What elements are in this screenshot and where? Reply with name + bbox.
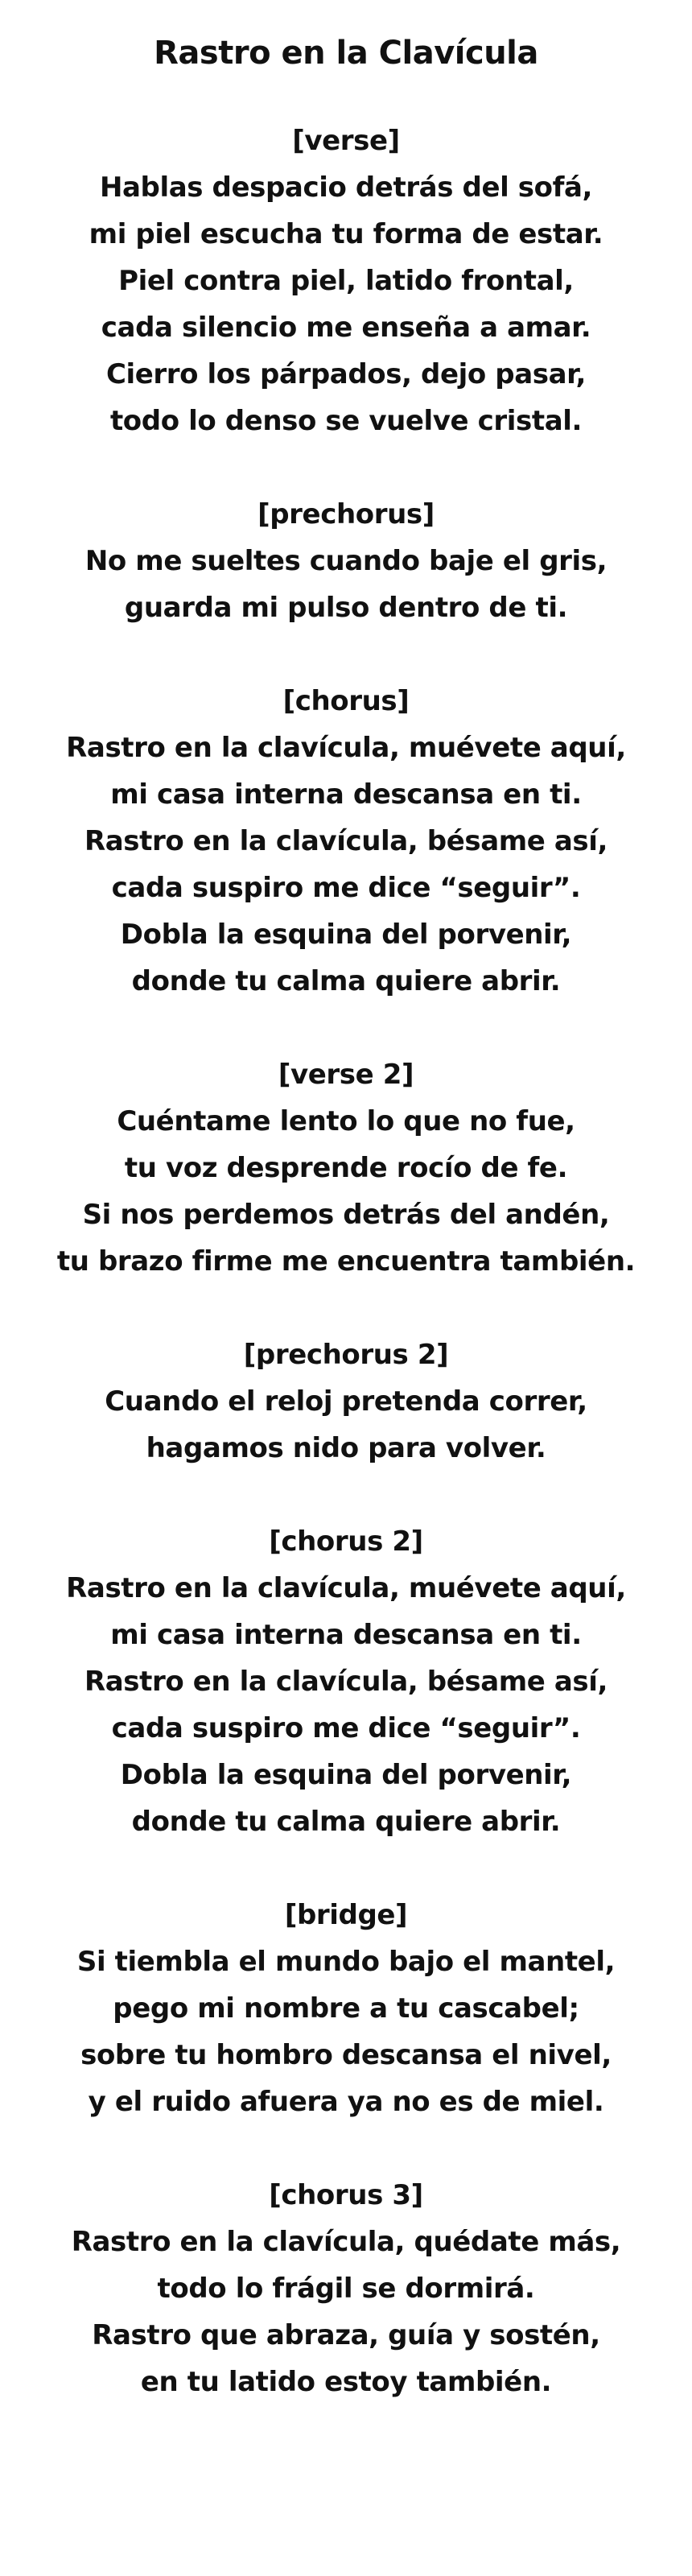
section-chorus xyxy=(0,678,692,1005)
lyric-line: Rastro en la clavícula, muévete aquí, xyxy=(66,1572,626,1604)
lyric-line: tu voz desprende rocío de fe. xyxy=(124,1152,568,1184)
section-label: [chorus] xyxy=(282,685,410,717)
lyric-line: Rastro en la clavícula, muévete aquí, xyxy=(66,732,626,764)
lyric-line: hagamos nido para volver. xyxy=(146,1432,546,1464)
section-prechorus xyxy=(0,491,692,631)
lyric-line: Dobla la esquina del porvenir, xyxy=(120,1759,572,1791)
section-label: [verse 2] xyxy=(278,1059,414,1091)
lyric-line: pego mi nombre a tu cascabel; xyxy=(113,1992,579,2025)
lyric-line: donde tu calma quiere abrir. xyxy=(131,1806,561,1838)
lyric-line: Piel contra piel, latido frontal, xyxy=(118,265,574,297)
section-bridge xyxy=(0,1892,692,2125)
lyric-line: Rastro en la clavícula, bésame así, xyxy=(84,825,608,857)
section-label: [chorus 2] xyxy=(269,1525,423,1558)
section-label: [prechorus 2] xyxy=(243,1339,449,1371)
lyric-line: en tu latido estoy también. xyxy=(140,2366,552,2398)
section-chorus-2 xyxy=(0,1518,692,1845)
section-label: [chorus 3] xyxy=(269,2179,423,2211)
lyric-line: Rastro en la clavícula, bésame así, xyxy=(84,1666,608,1698)
lyric-line: cada suspiro me dice “seguir”. xyxy=(111,872,581,904)
lyric-line: Si nos perdemos detrás del andén, xyxy=(82,1199,610,1231)
lyric-line: No me sueltes cuando baje el gris, xyxy=(84,545,608,577)
section-verse-2 xyxy=(0,1051,692,1285)
lyric-line: Hablas despacio detrás del sofá, xyxy=(99,171,593,204)
section-label: [verse] xyxy=(292,125,400,157)
lyric-line: donde tu calma quiere abrir. xyxy=(131,965,561,997)
lyric-line: Si tiembla el mundo bajo el mantel, xyxy=(76,1946,616,1978)
lyric-line: Cierro los párpados, dejo pasar, xyxy=(105,358,587,390)
section-label: [prechorus] xyxy=(257,498,435,530)
lyric-line: tu brazo firme me encuentra también. xyxy=(56,1245,636,1278)
lyric-line: Rastro en la clavícula, quédate más, xyxy=(71,2226,621,2258)
lyric-line: mi casa interna descansa en ti. xyxy=(110,778,582,811)
lyric-line: cada suspiro me dice “seguir”. xyxy=(111,1712,581,1744)
lyric-line: cada silencio me enseña a amar. xyxy=(101,312,591,344)
lyric-line: guarda mi pulso dentro de ti. xyxy=(124,592,568,624)
lyrics-body xyxy=(0,118,692,2452)
section-prechorus-2 xyxy=(0,1331,692,1472)
lyric-line: y el ruido afuera ya no es de miel. xyxy=(88,2086,604,2118)
lyric-line: mi piel escucha tu forma de estar. xyxy=(89,218,603,250)
section-chorus-3 xyxy=(0,2172,692,2405)
lyric-line: mi casa interna descansa en ti. xyxy=(110,1619,582,1651)
lyric-line: Rastro que abraza, guía y sostén, xyxy=(92,2319,600,2351)
song-title: Rastro en la Clavícula xyxy=(154,35,538,72)
section-label: [bridge] xyxy=(284,1899,408,1931)
lyric-line: Dobla la esquina del porvenir, xyxy=(120,919,572,951)
lyric-line: todo lo denso se vuelve cristal. xyxy=(109,405,583,437)
section-verse xyxy=(0,118,692,444)
lyric-line: sobre tu hombro descansa el nivel, xyxy=(80,2039,612,2071)
lyric-line: todo lo frágil se dormirá. xyxy=(157,2273,535,2305)
lyric-line: Cuéntame lento lo que no fue, xyxy=(117,1105,575,1137)
lyric-line: Cuando el reloj pretenda correr, xyxy=(105,1385,587,1418)
